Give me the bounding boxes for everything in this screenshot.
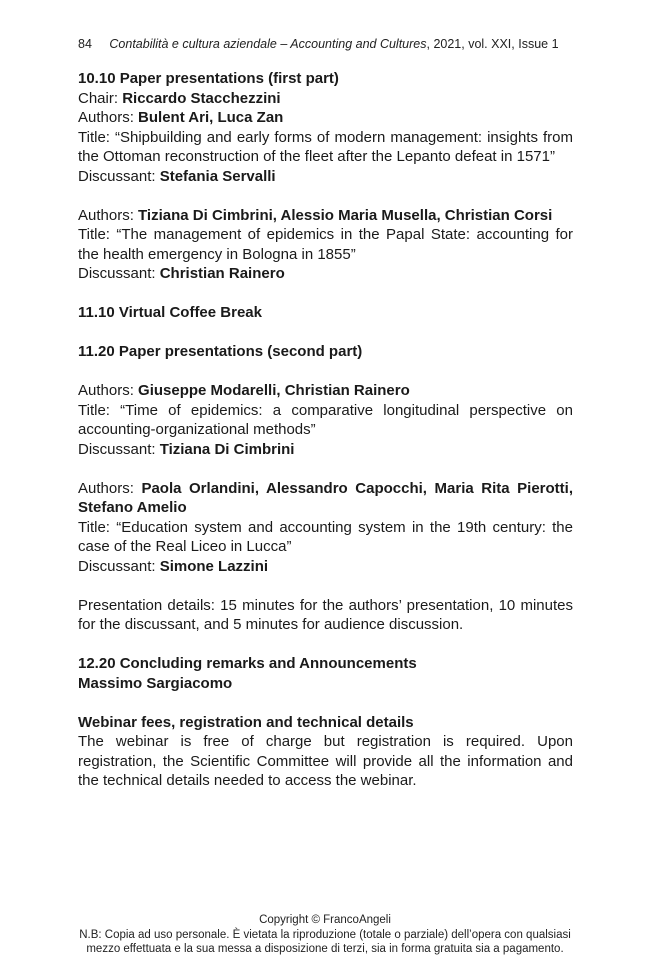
paper-block-4: [78, 479, 573, 577]
paper-block-2: [78, 206, 573, 284]
discussant-label: Discussant:: [78, 440, 160, 458]
authors-names: Paola Orlandini, Alessandro Capocchi, Maria Rita Pierotti, Stefano Amelio: [78, 479, 574, 516]
paper-title: Title: “Time of epidemics: a comparative longitudinal perspective on accounting-organizational methods”: [78, 401, 573, 438]
page-body: [78, 69, 573, 791]
authors-label: Authors:: [78, 109, 139, 126]
authors-line: [78, 479, 573, 518]
discussant-line: [78, 557, 573, 577]
authors-label: Authors:: [78, 382, 139, 399]
paper-title: Title: “The management of epidemics in the Papal State: accounting for the health emergency in Bologna in 1855”: [78, 226, 573, 263]
coffee-break-heading: 11.10 Virtual Coffee Break: [78, 304, 262, 321]
authors-line: [78, 381, 573, 401]
discussant-name: Simone Lazzini: [159, 557, 269, 575]
discussant-name: Christian Rainero: [159, 265, 285, 282]
chair-line: [78, 89, 573, 109]
journal-title: Contabilità e cultura aziendale – Accounting and Cultures: [109, 37, 427, 51]
chair-label: Chair:: [78, 89, 123, 107]
copyright-line: Copyright © FrancoAngeli: [259, 914, 391, 926]
discussant-name: Stefania Servalli: [159, 167, 276, 185]
discussant-label: Discussant:: [78, 557, 160, 575]
page-number: 84: [78, 37, 92, 51]
concluding-speaker: Massimo Sargiacomo: [78, 674, 233, 692]
discussant-label: Discussant:: [78, 265, 160, 282]
paper-block-1: [78, 108, 573, 186]
discussant-line: [78, 167, 573, 187]
webinar-text: The webinar is free of charge but registration is required. Upon registration, the Scientific Committee will provide all the information and the technical details needed to access the webinar.: [78, 733, 573, 789]
webinar-heading: Webinar fees, registration and technical details: [78, 713, 414, 731]
copyright-notice-1: N.B: Copia ad uso personale. È vietata la riproduzione (totale o parziale) dell’opera con qualsiasi: [79, 928, 571, 941]
presentation-details: Presentation details: 15 minutes for the authors’ presentation, 10 minutes for the discussant, and 5 minutes for audience discussion.: [78, 596, 573, 633]
authors-label: Authors:: [78, 206, 139, 224]
authors-line: [78, 108, 573, 128]
concluding-heading: 12.20 Concluding remarks and Announcements: [78, 655, 417, 672]
journal-issue: , 2021, vol. XXI, Issue 1: [426, 37, 559, 51]
authors-label: Authors:: [78, 479, 142, 497]
paper-block-3: [78, 381, 573, 459]
copyright-footer: [0, 913, 650, 957]
paper-title: Title: “Education system and accounting system in the 19th century: the case of the Real Liceo in Lucca”: [78, 518, 573, 555]
authors-names: Bulent Ari, Luca Zan: [138, 109, 284, 126]
discussant-label: Discussant:: [78, 167, 160, 185]
session-heading-first: 10.10 Paper presentations (first part): [78, 70, 339, 87]
discussant-line: [78, 440, 573, 460]
discussant-line: [78, 264, 573, 284]
running-head: [78, 37, 598, 51]
copyright-notice-2: mezzo effettuata e la sua messa a disposizione di terzi, sia in forma gratuita sia a pagamento.: [86, 943, 564, 955]
session-heading-second: 11.20 Paper presentations (second part): [78, 343, 363, 360]
discussant-name: Tiziana Di Cimbrini: [159, 440, 295, 458]
chair-name: Riccardo Stacchezzini: [122, 89, 281, 107]
authors-line: [78, 206, 573, 226]
paper-title: Title: “Shipbuilding and early forms of modern management: insights from the Ottoman reconstruction of the fleet after the Lepanto defeat in 1571”: [78, 128, 573, 165]
authors-names: Tiziana Di Cimbrini, Alessio Maria Musella, Christian Corsi: [138, 206, 553, 224]
authors-names: Giuseppe Modarelli, Christian Rainero: [138, 382, 410, 399]
